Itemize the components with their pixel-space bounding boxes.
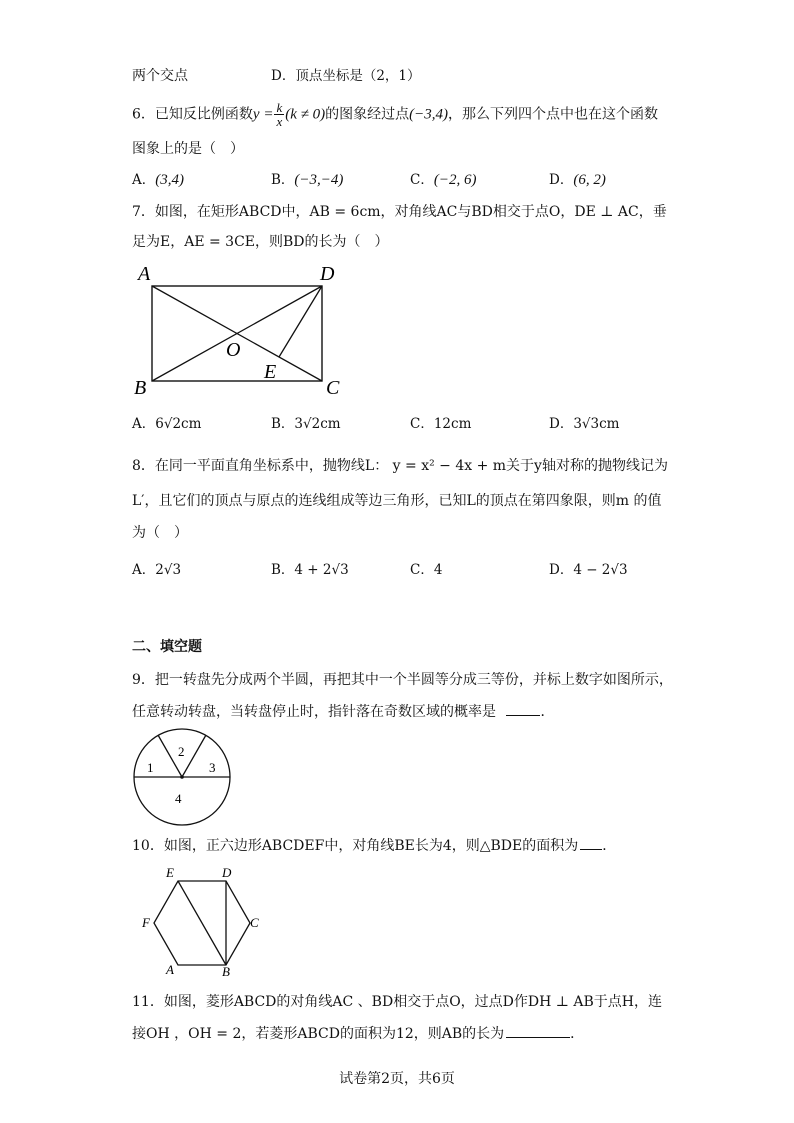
q10-stem-end: ． xyxy=(602,838,617,854)
option-value: (3,4) xyxy=(155,172,184,188)
q8-stem-line1: 8．在同一平面直角坐标系中，抛物线L： y = x² − 4x + m关于y轴对称的抛物线记为 xyxy=(132,458,668,474)
option-label: D． xyxy=(549,562,574,578)
label-a: A xyxy=(166,962,174,977)
q11-stem-end: ． xyxy=(570,1026,585,1042)
q7-option-c xyxy=(410,414,471,434)
option-value: 2√3 xyxy=(155,562,182,578)
sector-label-2: 2 xyxy=(178,744,185,759)
sector-label-3: 3 xyxy=(209,760,216,775)
q6-option-a xyxy=(132,170,184,190)
option-value: (6, 2) xyxy=(573,172,606,188)
q6-formula-y: y = xyxy=(252,106,274,123)
option-label: A． xyxy=(132,172,156,188)
option-value: 3√3cm xyxy=(573,416,620,432)
sector-label-1: 1 xyxy=(147,760,154,775)
q7-option-a xyxy=(132,414,201,434)
q8-option-b xyxy=(271,560,349,580)
q7-option-d xyxy=(549,414,619,434)
q6-point: (−3,4) xyxy=(409,106,448,123)
q6-fraction-numerator: k xyxy=(276,100,283,115)
q8-option-d xyxy=(549,560,628,580)
q9-stem-text: 任意转动转盘，当转盘停止时，指针落在奇数区域的概率是 xyxy=(132,704,496,720)
option-label: B． xyxy=(271,562,295,578)
q7-option-b xyxy=(271,414,341,434)
q7-stem-line1: 7．如图，在矩形ABCD中，AB = 6cm，对角线AC与BD相交于点O，DE ⊥ AC，垂 xyxy=(132,204,667,220)
q11-stem-line2 xyxy=(132,1023,584,1044)
option-value: 12cm xyxy=(433,416,472,432)
q6-formula-fraction xyxy=(274,101,284,128)
segment-de xyxy=(279,286,322,357)
diagonal-be xyxy=(178,881,226,965)
q11-answer-blank[interactable] xyxy=(506,1023,570,1038)
label-b: B xyxy=(222,964,230,979)
option-value: 4 xyxy=(433,562,443,578)
label-d: D xyxy=(320,263,335,285)
q6-stem-post: ，那么下列四个点中也在这个函数 xyxy=(448,106,658,123)
label-o: O xyxy=(226,339,241,361)
q9-stem-end: ． xyxy=(540,704,555,720)
label-e: E xyxy=(264,361,277,383)
q8-stem-line2: L′，且它们的顶点与原点的连线组成等边三角形，已知L的顶点在第四象限，则m 的值 xyxy=(132,493,662,509)
option-value: 4 + 2√3 xyxy=(294,562,349,578)
q9-stem-line2 xyxy=(132,701,554,722)
option-label: A． xyxy=(132,416,156,432)
option-value: (−3,−4) xyxy=(294,172,344,188)
option-value: 6√2cm xyxy=(155,416,202,432)
option-label: C． xyxy=(410,562,434,578)
q6-stem-line1 xyxy=(132,101,658,127)
q6-formula-condition: (k ≠ 0) xyxy=(285,106,326,123)
q6-stem-pre: 6．已知反比例函数 xyxy=(132,106,253,123)
q8-stem-line3: 为（ ） xyxy=(132,525,188,541)
page-footer: 试卷第2页，共6页 xyxy=(339,1071,455,1087)
option-label: A． xyxy=(132,562,156,578)
q10-stem-text: 10．如图，正六边形ABCDEF中，对角线BE长为4，则△BDE的面积为 xyxy=(132,838,579,854)
label-e: E xyxy=(166,865,174,880)
spinner-divider-right xyxy=(182,735,206,777)
option-value: 4 − 2√3 xyxy=(573,562,628,578)
sector-label-4: 4 xyxy=(175,791,182,806)
option-label: B． xyxy=(271,416,295,432)
q10-hexagon-figure xyxy=(140,862,270,978)
label-a: A xyxy=(138,263,151,285)
q8-option-c xyxy=(410,560,442,580)
q6-option-b xyxy=(271,170,343,190)
q11-stem-text: 接OH ，OH = 2，若菱形ABCD的面积为12，则AB的长为 xyxy=(132,1026,505,1042)
label-c: C xyxy=(326,377,340,399)
q6-fraction-denominator: x xyxy=(276,114,283,129)
q10-answer-blank[interactable] xyxy=(580,835,602,850)
option-label: B． xyxy=(271,172,295,188)
label-f: F xyxy=(142,915,150,930)
q7-stem-line2: 足为E，AE = 3CE，则BD的长为（ ） xyxy=(132,234,389,250)
spinner-center-dot xyxy=(180,775,184,779)
q6-option-c xyxy=(410,170,476,190)
option-value: 3√2cm xyxy=(294,416,341,432)
option-label: D． xyxy=(549,416,574,432)
q11-stem-line1: 11．如图，菱形ABCD的对角线AC 、BD相交于点O，过点D作DH ⊥ AB于点H，连 xyxy=(132,994,663,1010)
section-title-fill-in: 二、填空题 xyxy=(132,639,202,655)
q5-option-c-tail: 两个交点 xyxy=(132,68,188,84)
option-label: C． xyxy=(410,172,434,188)
label-b: B xyxy=(134,377,147,399)
q9-spinner-figure xyxy=(130,728,240,828)
q6-stem-line2: 图象上的是（ ） xyxy=(132,141,244,157)
q9-stem-line1: 9．把一转盘先分成两个半圆，再把其中一个半圆等分成三等份，并标上数字如图所示， xyxy=(132,672,673,688)
option-value: (−2, 6) xyxy=(433,172,477,188)
q5-option-d: D．顶点坐标是（2，1） xyxy=(271,68,421,84)
q8-option-a xyxy=(132,560,181,580)
option-label: D． xyxy=(549,172,574,188)
q10-stem-line1 xyxy=(132,835,616,856)
q7-rectangle-figure xyxy=(130,260,350,400)
option-label: C． xyxy=(410,416,434,432)
q6-option-d xyxy=(549,170,606,190)
q6-stem-mid: 的图象经过点 xyxy=(325,106,410,123)
label-c: C xyxy=(250,915,259,930)
label-d: D xyxy=(222,865,232,880)
q9-answer-blank[interactable] xyxy=(506,701,540,716)
